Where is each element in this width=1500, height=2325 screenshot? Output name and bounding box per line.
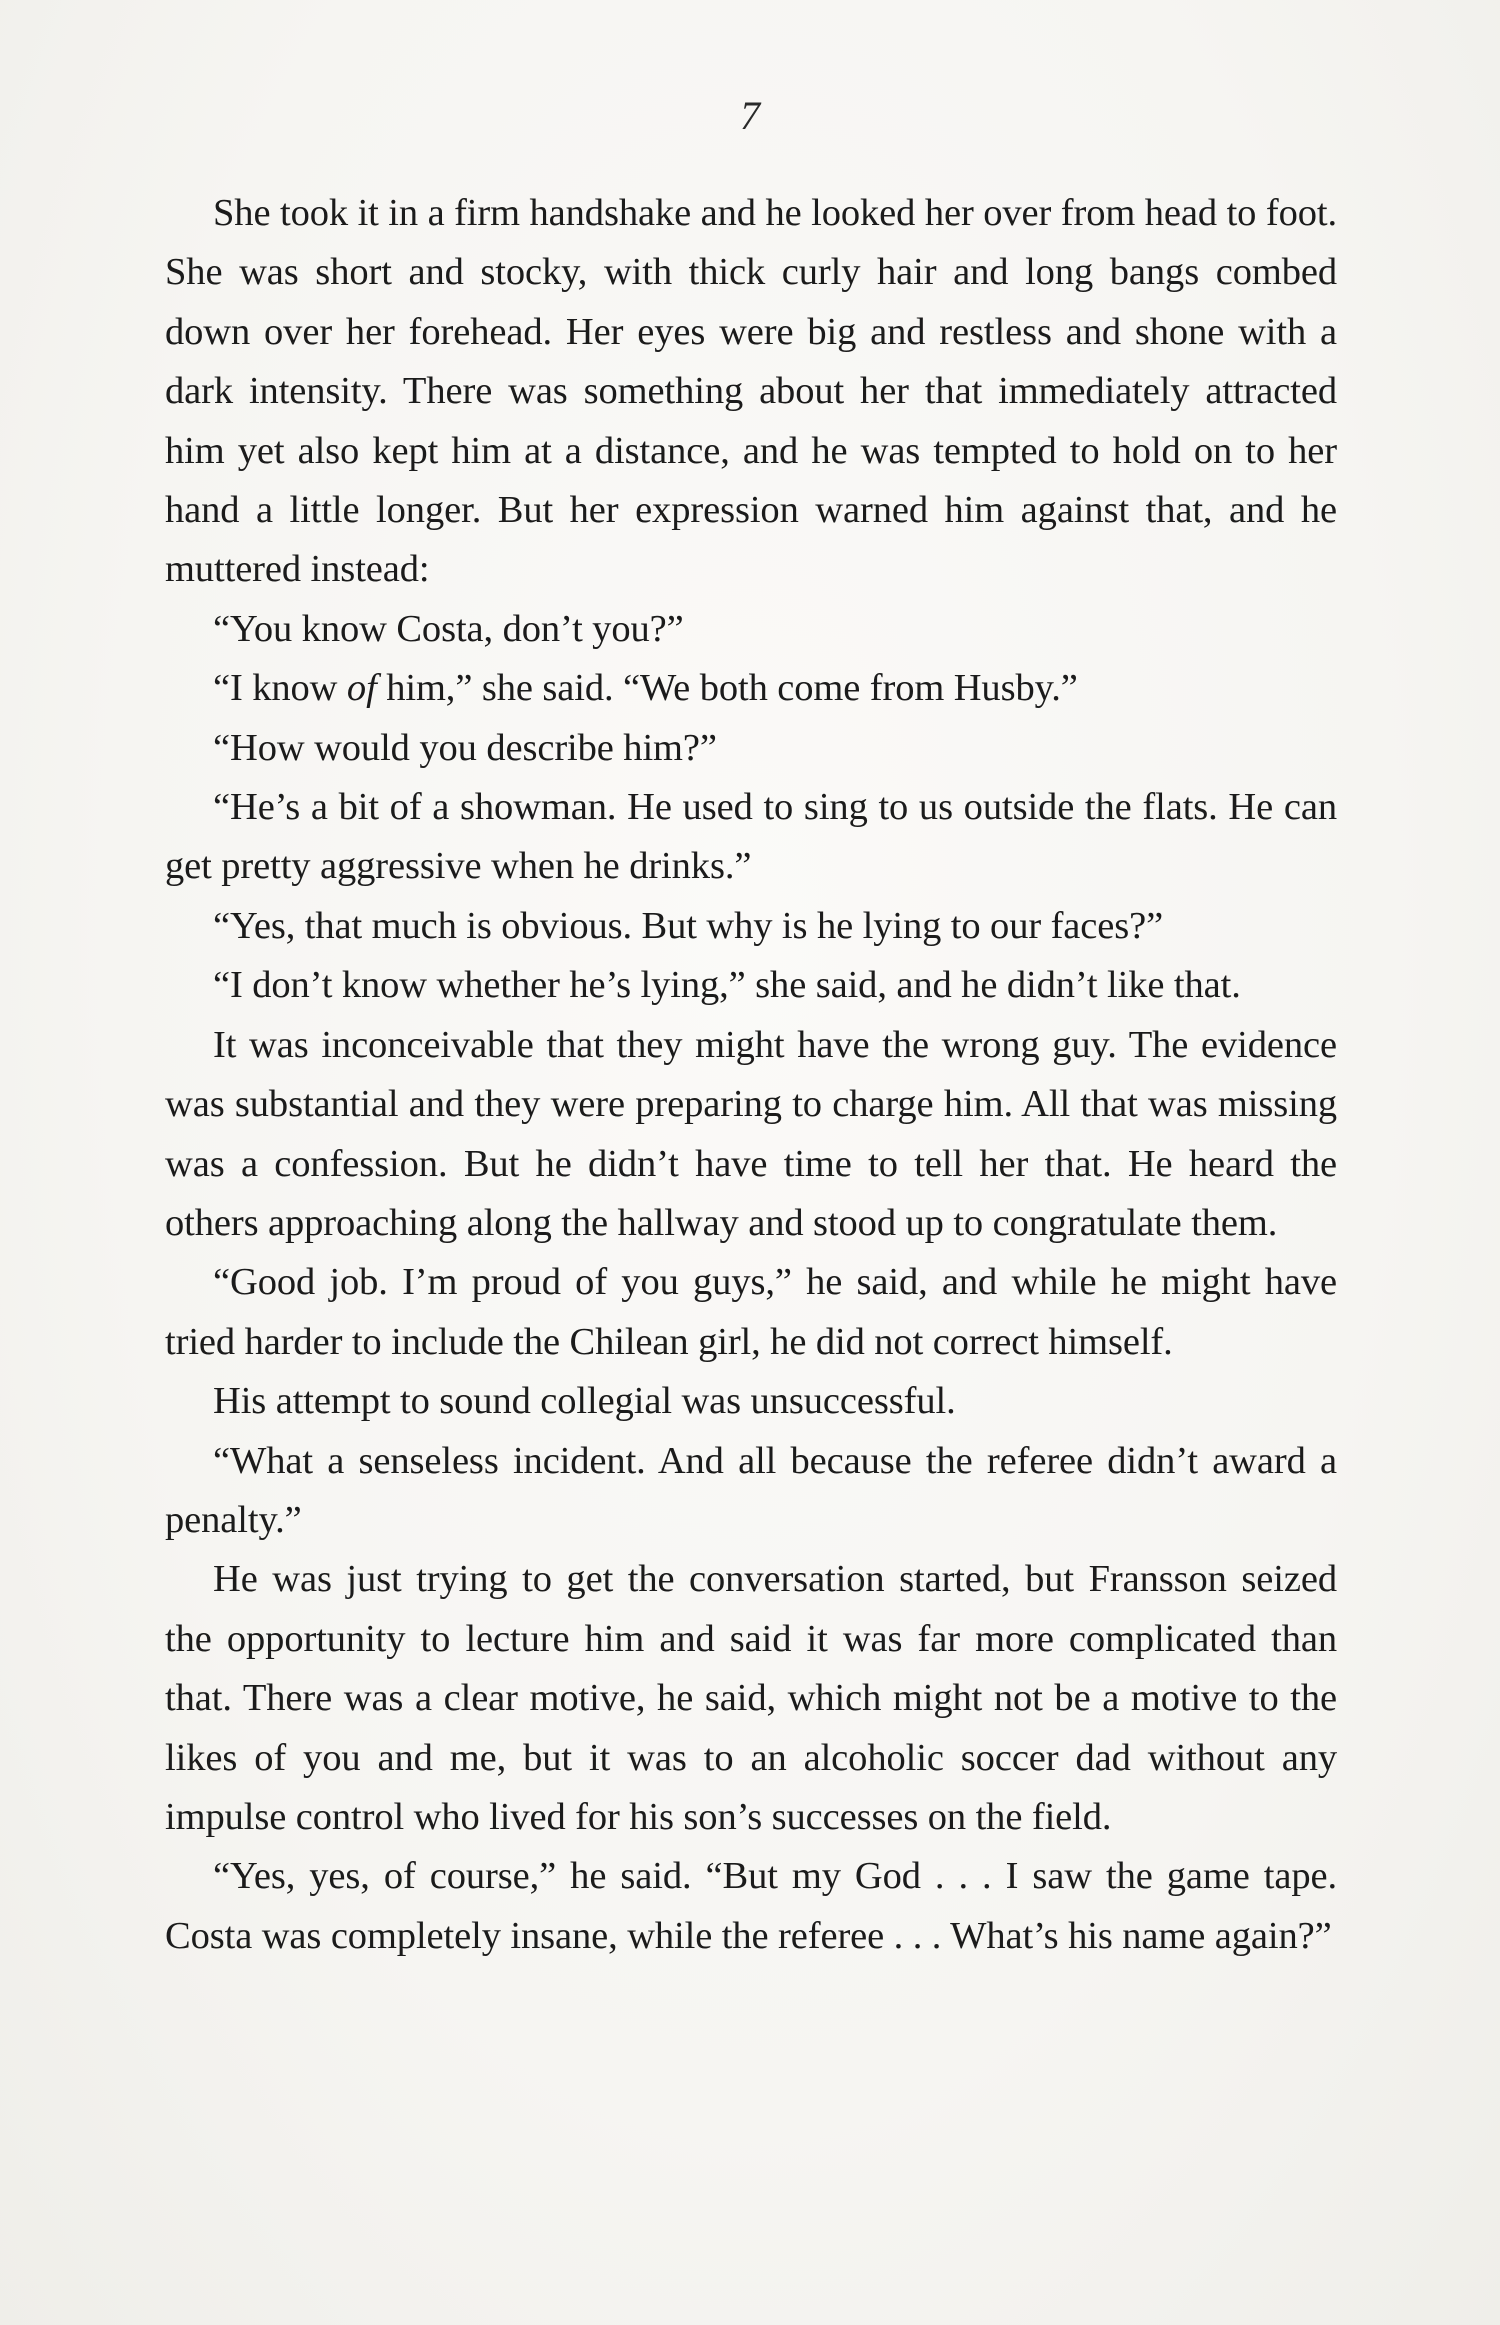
paragraph-3-after: him,” she said. “We both come from Husby.” [376, 667, 1078, 710]
paragraph-3-emphasis: of [346, 667, 377, 710]
paragraph-3-before: “I know [213, 667, 347, 710]
paragraph-12: He was just trying to get the conversation started, but Fransson seized the opportunity to lecture him and said it was far more complicated than that. There was a clear motive, he said, which might not be a motive to the likes of you and me, but it was to an alcoholic soccer dad without any impulse control who lived for his son’s successes on the field. [165, 1558, 1337, 1838]
paragraph-13: “Yes, yes, of course,” he said. “But my God . . . I saw the game tape. Costa was completely insane, while the referee . . . What’s his name again?” [165, 1855, 1337, 1957]
paragraph-7: “I don’t know whether he’s lying,” she said, and he didn’t like that. [213, 964, 1241, 1007]
paragraph-5: “He’s a bit of a showman. He used to sing to us outside the flats. He can get pretty aggressive when he drinks.” [165, 786, 1337, 888]
paragraph-2: “You know Costa, don’t you?” [213, 607, 684, 650]
paragraph-9: “Good job. I’m proud of you guys,” he said, and while he might have tried harder to include the Chilean girl, he did not correct himself. [165, 1261, 1337, 1363]
body-text [165, 184, 1337, 1966]
paragraph-1: She took it in a firm handshake and he looked her over from head to foot. She was short and stocky, with thick curly hair and long bangs combed down over her forehead. Her eyes were big and restless and shone with a dark intensity. There was something about her that immediately attracted him yet also kept him at a distance, and he was tempted to hold on to her hand a little longer. But her expression warned him against that, and he muttered instead: [165, 192, 1337, 591]
paragraph-4: “How would you describe him?” [213, 726, 717, 769]
paragraph-11: “What a senseless incident. And all because the referee didn’t award a penalty.” [165, 1439, 1337, 1541]
paragraph-10: His attempt to sound collegial was unsuccessful. [213, 1380, 956, 1423]
paragraph-8: It was inconceivable that they might have the wrong guy. The evidence was substantial and they were preparing to charge him. All that was missing was a confession. But he didn’t have time to tell her that. He heard the others approaching along the hallway and stood up to congratulate them. [165, 1023, 1337, 1244]
paragraph-6: “Yes, that much is obvious. But why is he lying to our faces?” [213, 904, 1164, 947]
page-number: 7 [740, 93, 760, 138]
paragraph-3 [165, 659, 1337, 718]
